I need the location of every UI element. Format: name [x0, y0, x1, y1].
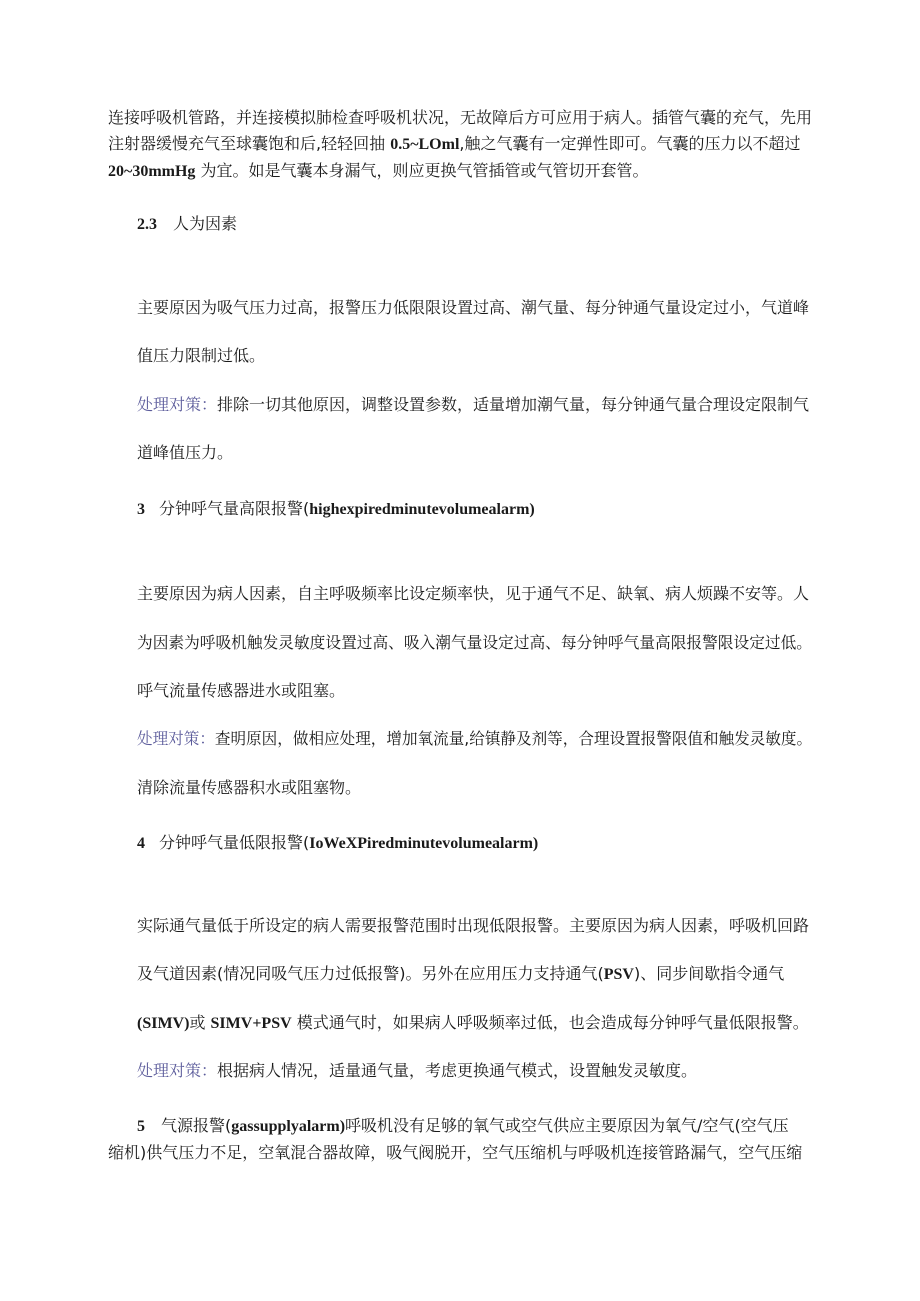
section-2-3-measure-line-1: 处理对策：排除一切其他原因，调整设置参数，适量增加潮气量，每分钟通气量合理设定限制气	[137, 395, 810, 414]
measure-label: 处理对策：	[137, 395, 218, 414]
measure-label: 处理对策：	[137, 1061, 218, 1080]
section-3-heading: 3 分钟呼气量高限报警(highexpiredminutevolumealarm)	[137, 499, 535, 518]
section-3-para-line-2: 为因素为呼吸机触发灵敏度设置过高、吸入潮气量设定过高、每分钟呼气量高限报警限设定过低。	[137, 633, 813, 652]
section-4-heading: 4 分钟呼气量低限报警(IoWeXPiredminutevolumealarm)	[137, 833, 539, 852]
section-5-line-2: 缩机)供气压力不足，空氧混合器故障，吸气阀脱开，空气压缩机与呼吸机连接管路漏气，空气压缩	[108, 1143, 803, 1162]
intro-line-1: 连接呼吸机管路，并连接模拟肺检查呼吸机状况，无故障后方可应用于病人。插管气囊的充气，先用	[108, 108, 813, 127]
intro-line-3: 20~30mmHg 为宜。如是气囊本身漏气，则应更换气管插管或气管切开套管。	[108, 161, 649, 180]
intro-line-2: 注射器缓慢充气至球囊饱和后,轻轻回抽 0.5~LOml,触之气囊有一定弹性即可。气囊的压力以不超过	[108, 134, 801, 153]
section-4-para-line-1: 实际通气量低于所设定的病人需要报警范围时出现低限报警。主要原因为病人因素，呼吸机回路	[137, 916, 810, 935]
section-3-para-line-3: 呼气流量传感器进水或阻塞。	[137, 681, 346, 700]
section-2-3-para-line-2: 值压力限制过低。	[137, 346, 266, 365]
measure-label: 处理对策：	[137, 729, 215, 748]
section-3-para-line-1: 主要原因为病人因素，自主呼吸频率比设定频率快，见于通气不足、缺氧、病人烦躁不安等。人	[137, 584, 810, 603]
section-4-para-line-3: (SIMV)或 SIMV+PSV 模式通气时，如果病人呼吸频率过低，也会造成每分钟呼气量低限报警。	[137, 1013, 809, 1032]
section-5-line-1: 5 气源报警(gassupplyalarm)呼吸机没有足够的氧气或空气供应主要原因为氧气/空气(空气压	[137, 1116, 789, 1135]
section-2-3-heading: 2.3 人为因素	[137, 214, 238, 233]
section-3-measure-line-1: 处理对策：查明原因，做相应处理，增加氧流量,给镇静及剂等，合理设置报警限值和触发灵敏度。	[137, 729, 813, 748]
section-4-measure-line-1: 处理对策：根据病人情况，适量通气量，考虑更换通气模式，设置触发灵敏度。	[137, 1061, 698, 1080]
section-2-3-measure-line-2: 道峰值压力。	[137, 443, 234, 462]
section-4-para-line-2: 及气道因素(情况同吸气压力过低报警)。另外在应用压力支持通气(PSV)、同步间歇指令通气	[137, 964, 785, 983]
section-3-measure-line-2: 清除流量传感器积水或阻塞物。	[137, 778, 362, 797]
section-2-3-para-line-1: 主要原因为吸气压力过高，报警压力低限限设置过高、潮气量、每分钟通气量设定过小，气道峰	[137, 298, 810, 317]
